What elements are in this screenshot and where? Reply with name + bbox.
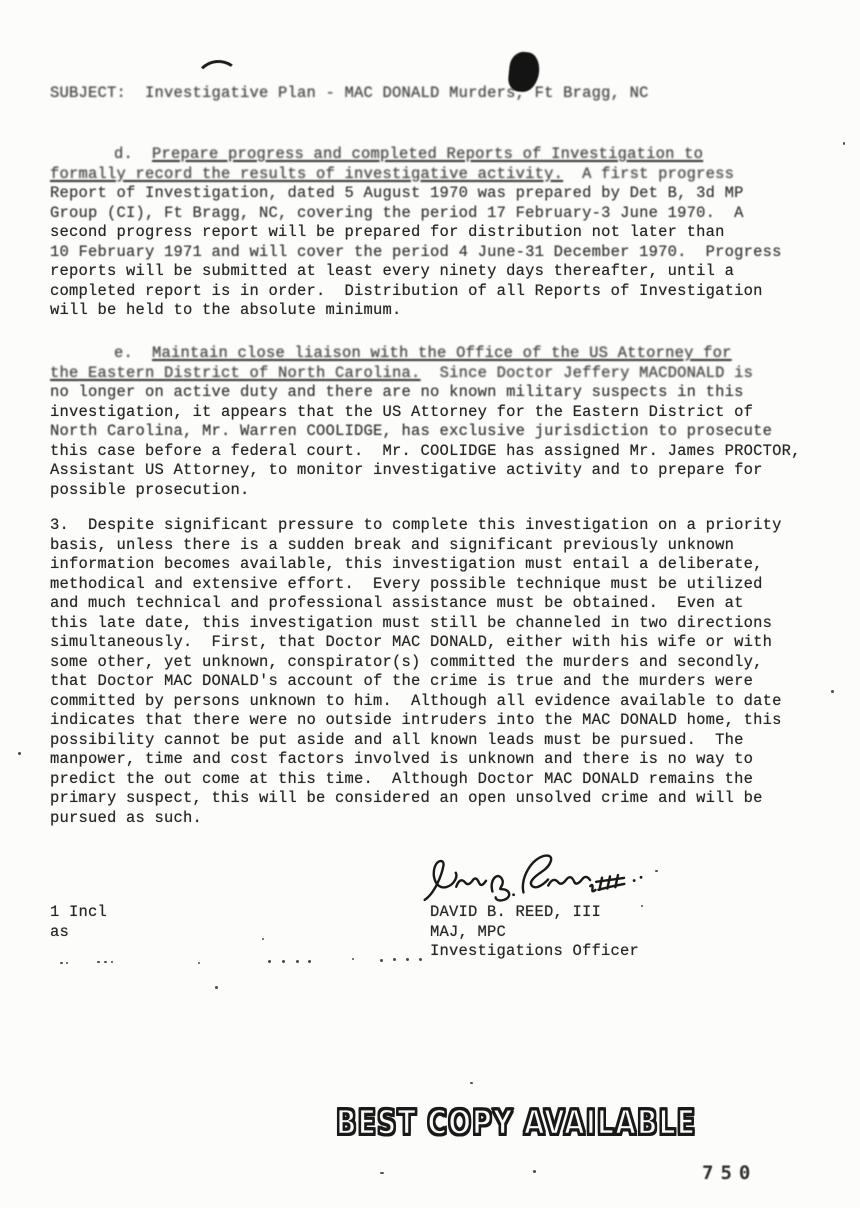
text-line: committed by persons unknown to him. Although all evidence available to date	[50, 691, 782, 710]
noise-speck	[393, 958, 396, 961]
noise-speck	[18, 752, 21, 755]
text-line: completed report is in order. Distribution of all Reports of Investigation	[50, 281, 763, 300]
text-line: investigation, it appears that the US Attorney for the Eastern District of	[50, 402, 754, 421]
noise-speck	[262, 938, 264, 940]
text-line: some other, yet unknown, conspirator(s) committed the murders and secondly,	[50, 652, 763, 671]
noise-speck	[533, 1170, 536, 1173]
noise-speck	[296, 960, 299, 963]
handwritten-signature	[420, 850, 650, 906]
text-line: this late date, this investigation must still be channeled in two directions	[50, 613, 773, 632]
paragraph-3	[50, 516, 782, 828]
text-line: manpower, time and cost factors involved is unknown and there is no way to	[50, 750, 754, 768]
text-line: reports will be submitted at least every ninety days thereafter, until a	[50, 262, 735, 280]
noise-speck	[470, 1082, 473, 1084]
subject-line: SUBJECT: Investigative Plan - MAC DONALD Murders, Ft Bragg, NC	[50, 84, 649, 102]
text-line: North Carolina, Mr. Warren COOLIDGE, has exclusive jurisdiction to prosecute	[50, 422, 773, 440]
noise-speck	[268, 960, 271, 963]
text-line: methodical and extensive effort. Every possible technique must be utilized	[50, 574, 763, 593]
text-line: Assistant US Attorney, to monitor investigative activity and to prepare for	[50, 461, 763, 479]
enclosure-count: 1 Incl	[50, 903, 108, 921]
text-line: possibility cannot be put aside and all known leads must be pursued. The	[50, 730, 744, 749]
noise-speck	[843, 142, 845, 145]
para-e-heading-line-2: the Eastern District of North Carolina. Since Doctor Jeffery MACDONALD is	[50, 363, 754, 382]
paragraph-e	[50, 344, 801, 500]
signer-name: DAVID B. REED, III	[430, 903, 602, 921]
text-line: 10 February 1971 and will cover the period 4 June-31 December 1970. Progress	[50, 242, 782, 261]
noise-speck	[111, 961, 113, 963]
text-line: basis, unless there is a sudden break and significant previously unknown	[50, 535, 735, 554]
text-line: that Doctor MAC DONALD's account of the crime is true and the murders were	[50, 672, 754, 690]
text-line: no longer on active duty and there are no known military suspects in this	[50, 383, 744, 401]
noise-speck	[655, 870, 658, 872]
noise-speck	[104, 961, 107, 963]
noise-speck	[380, 1172, 384, 1174]
noise-speck	[831, 690, 834, 693]
noise-speck	[215, 986, 218, 989]
noise-speck	[97, 961, 100, 963]
enclosure-as: as	[50, 922, 70, 941]
text-line: this case before a federal court. Mr. COOLIDGE has assigned Mr. James PROCTOR,	[50, 441, 801, 460]
para-e-heading-line-1: e. Maintain close liaison with the Office of the US Attorney for	[114, 344, 732, 362]
typed-signature-block	[430, 903, 639, 962]
text-line: Report of Investigation, dated 5 August 1970 was prepared by Det B, 3d MP	[50, 184, 744, 202]
text-line: will be held to the absolute minimum.	[50, 301, 402, 319]
noise-speck	[352, 958, 354, 960]
text-line: possible prosecution.	[50, 480, 250, 499]
noise-speck	[198, 962, 200, 964]
paragraph-d	[50, 145, 782, 321]
best-copy-available-stamp: BEST COPY AVAILABLE	[336, 1104, 697, 1143]
text-line: 3. Despite significant pressure to complete this investigation on a priority	[50, 516, 782, 534]
signer-title: Investigations Officer	[430, 942, 640, 960]
noise-speck	[308, 960, 311, 963]
noise-speck	[66, 962, 68, 964]
text-line: predict the out come at this time. Although Doctor MAC DONALD remains the	[50, 769, 754, 788]
noise-speck	[282, 960, 285, 963]
noise-speck	[641, 905, 643, 907]
para-d-heading-line-2: formally record the results of investigative activity. A first progress	[50, 164, 735, 183]
text-line: second progress report will be prepared for distribution not later than	[50, 223, 725, 241]
page-number-fragment: 750	[702, 1162, 758, 1184]
text-line: simultaneously. First, that Doctor MAC DONALD, either with his wife or with	[50, 633, 773, 651]
text-line: pursued as such.	[50, 808, 203, 827]
enclosure-block	[50, 903, 107, 942]
signer-rank: MAJ, MPC	[430, 922, 507, 941]
noise-speck	[406, 958, 409, 961]
text-line: and much technical and professional assistance must be obtained. Even at	[50, 594, 744, 612]
text-line: information becomes available, this investigation must entail a deliberate,	[50, 555, 763, 573]
para-d-heading-line-1: d. Prepare progress and completed Reports of Investigation to	[114, 145, 704, 163]
text-line: primary suspect, this will be considered an open unsolved crime and will be	[50, 789, 763, 807]
text-line: Group (CI), Ft Bragg, NC, covering the period 17 February-3 June 1970. A	[50, 203, 744, 222]
noise-speck	[60, 962, 63, 964]
noise-speck	[380, 959, 383, 962]
text-line: indicates that there were no outside intruders into the MAC DONALD home, this	[50, 711, 782, 729]
noise-speck	[419, 958, 422, 961]
